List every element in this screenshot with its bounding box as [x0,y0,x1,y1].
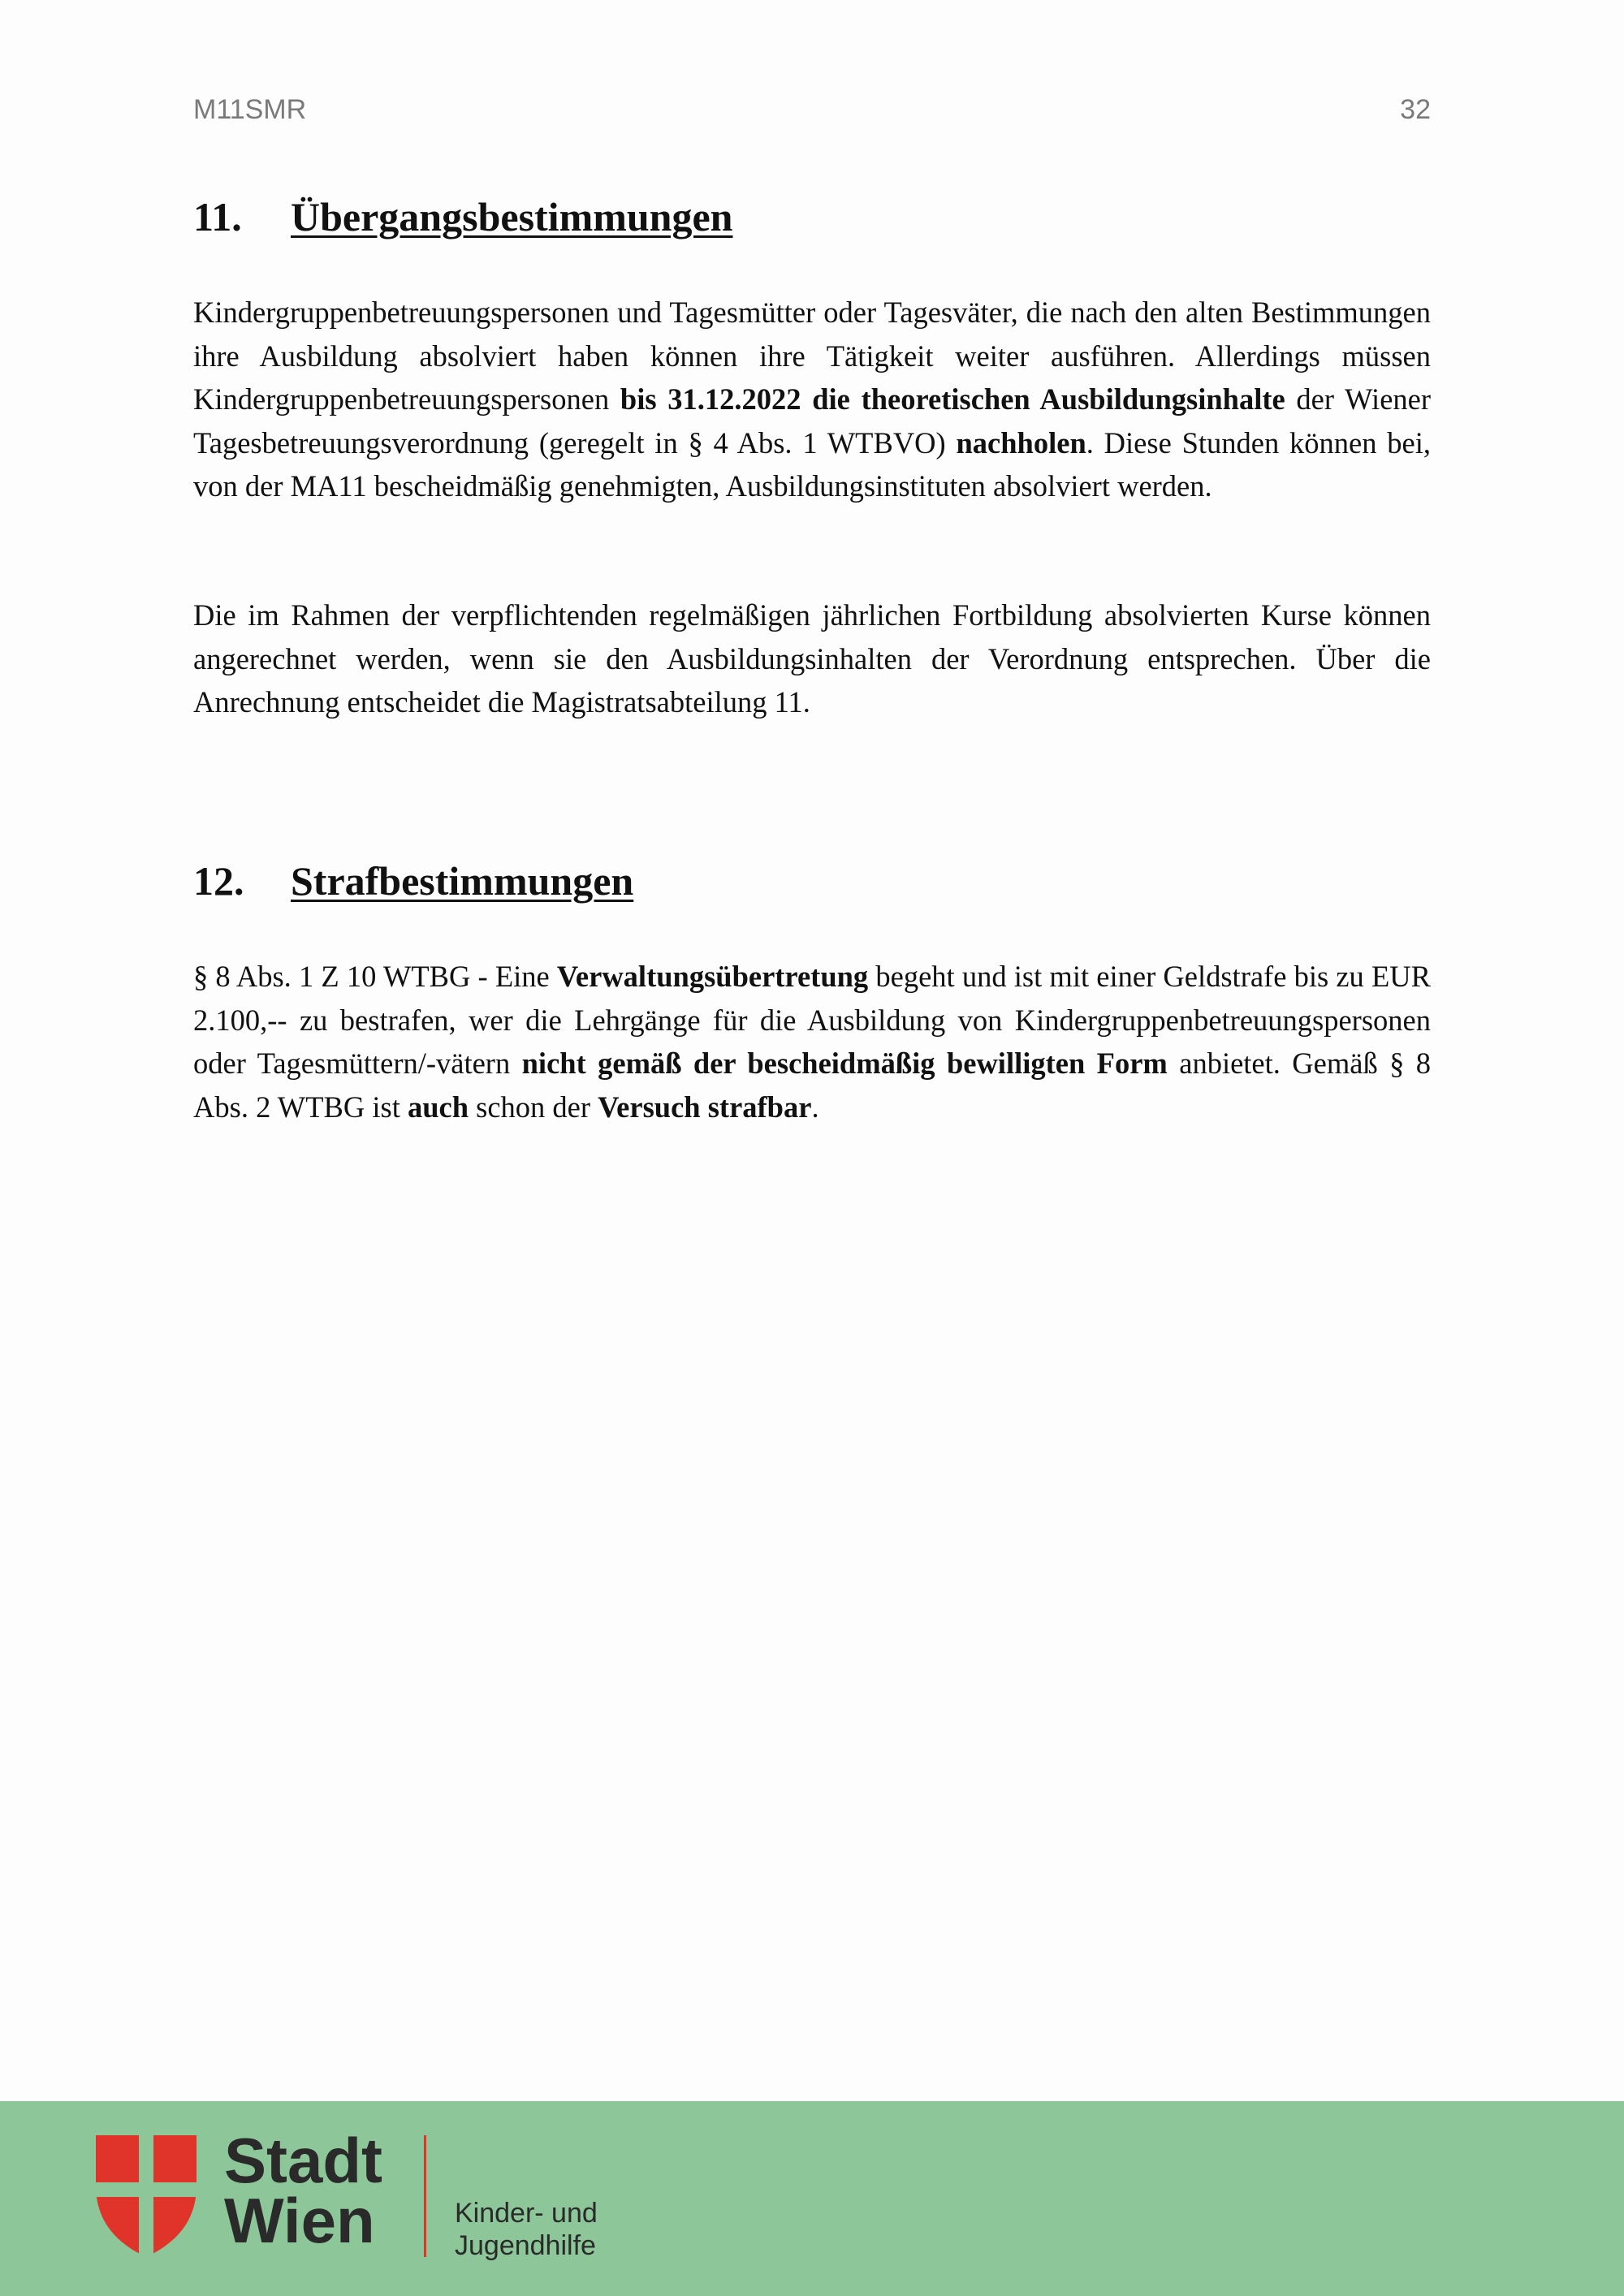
text-run: begeht und ist mit einer Geldstrafe bis zu EUR 2.100,-- zu bestrafen, wer die Lehrgänge für die Ausbildung von Kindergruppenbetreuungspersonen oder Tagesmüttern/-vätern [193,960,1431,1080]
text-run: § 8 Abs. 1 Z 10 WTBG - Eine [193,960,557,993]
bold-text-run: Versuch strafbar [598,1090,812,1124]
section-title: Übergangsbestimmungen [291,194,733,240]
text-run: der Wiener Tagesbetreuungsverordnung (geregelt in § 4 Abs. 1 WTBVO) [193,382,1431,460]
section-number: 12. [193,858,244,904]
stadt-wien-wordmark [224,2125,382,2256]
bold-text-run: Verwaltungsübertretung [556,960,869,993]
text-run: Kindergruppenbetreuungspersonen und Tagesmütter oder Tagesväter, die nach den alten Bestimmungen ihre Ausbildung absolviert haben können ihre Tätigkeit weiter ausführen. Allerdings müssen Kindergruppenbetreuungspersonen [193,296,1431,416]
department-line-2: Jugendhilfe [455,2230,596,2261]
department-line-1: Kinder- und [455,2198,598,2229]
section-heading-12 [193,857,633,904]
text-run: schon der [469,1090,598,1124]
page-number: 32 [1400,94,1431,125]
bold-text-run: nachholen [956,425,1086,460]
footer-band [0,2101,1624,2296]
text-run: . Diese Stunden können bei, von der MA11 bescheidmäßig genehmigten, Ausbildungsinstituten absolviert werden. [193,425,1431,503]
wordmark-line-2: Wien [224,2185,375,2256]
bold-text-run: auch [407,1090,469,1124]
bold-text-run: nicht gemäß der bescheidmäßig bewilligten Form [521,1047,1168,1080]
text-run: anbietet. Gemäß § 8 Abs. 2 WTBG ist [193,1047,1431,1124]
running-header [193,94,1431,135]
paragraph-transition-rules [193,291,1431,508]
department-label [455,2197,598,2262]
section-number: 11. [193,194,242,240]
logo-divider [424,2135,426,2257]
text-run: Die im Rahmen der verpflichtenden regelmäßigen jährlichen Fortbildung absolvierten Kurse können angerechnet werden, wenn sie den Ausbildungsinhalten der Verordnung entsprechen. Über die Anrechnung entscheidet die Magistratsabteilung 11. [193,598,1431,719]
section-title: Strafbestimmungen [291,858,634,904]
paragraph-crediting [193,593,1431,724]
text-run: . [811,1090,819,1124]
bold-text-run: bis 31.12.2022 die theoretischen Ausbildungsinhalte [620,382,1285,416]
section-heading-11 [193,193,732,240]
wordmark-line-1: Stadt [224,2125,382,2196]
paragraph-penalties [193,955,1431,1129]
vienna-shield-icon [96,2135,197,2257]
document-code: M11SMR [193,94,307,125]
